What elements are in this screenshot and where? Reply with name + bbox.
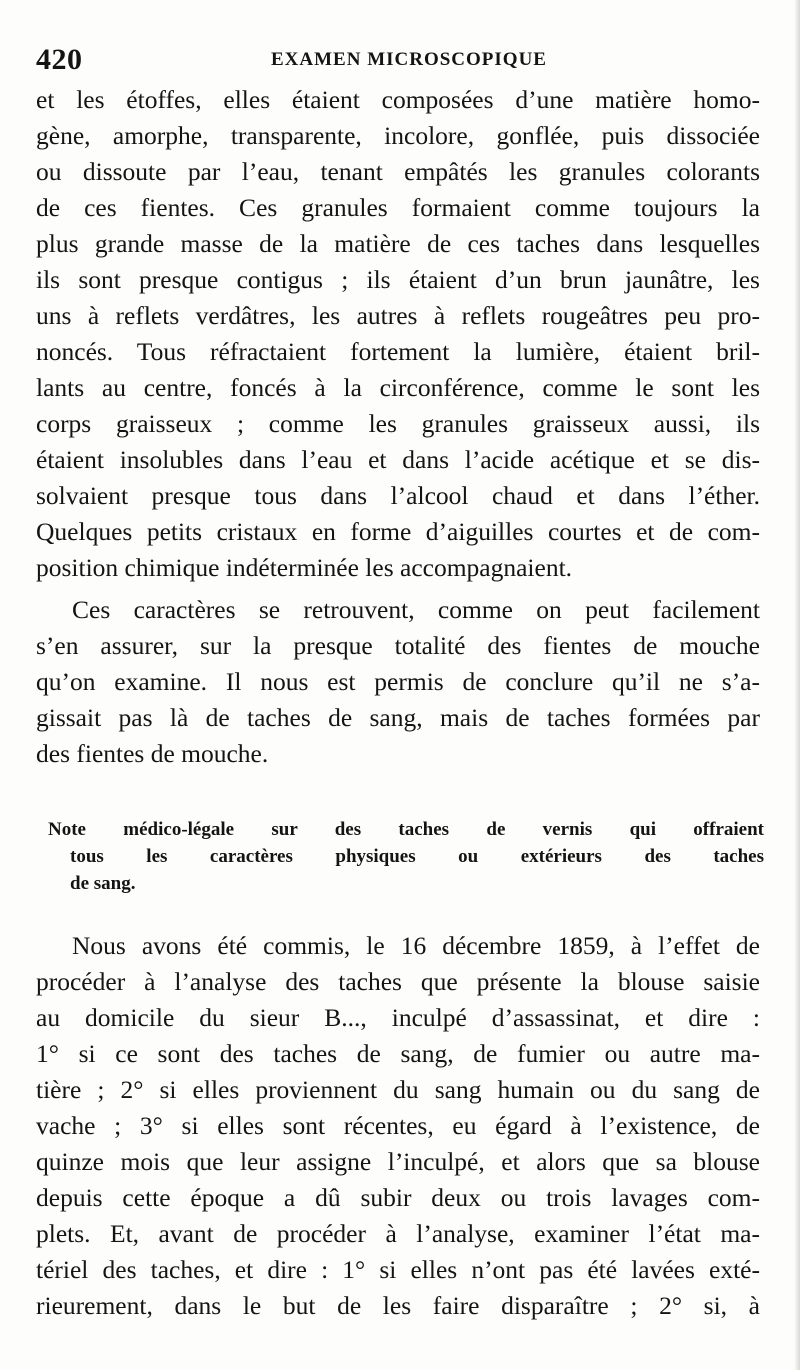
text-line: uns à reflets verdâtres, les autres à reflets rougeâtres peu pro- [36, 301, 760, 330]
text-line: qu’on examine. Il nous est permis de conclure qu’il ne s’a- [36, 667, 760, 696]
heading-line: Note médico-légale sur des taches de vernis qui offraient [48, 819, 764, 840]
text-line: plus grande masse de la matière de ces taches dans lesquelles [36, 229, 760, 258]
text-line: au domicile du sieur B..., inculpé d’assassinat, et dire : [36, 1003, 760, 1032]
page-header [36, 40, 766, 80]
text-line: tériel des taches, et dire : 1° si elles n’ont pas été lavées exté- [36, 1255, 760, 1284]
text-line: gissait pas là de taches de sang, mais de taches formées par [36, 703, 760, 732]
text-line: Nous avons été commis, le 16 décembre 1859, à l’effet de [72, 931, 760, 960]
paragraph-continuation [36, 82, 760, 586]
text-line: quinze mois que leur assigne l’inculpé, et alors que sa blouse [36, 1147, 760, 1176]
paragraph-note [36, 928, 760, 1324]
page-edge-shadow [794, 0, 800, 1370]
text-line: de ces fientes. Ces granules formaient comme toujours la [36, 193, 760, 222]
text-line: tière ; 2° si elles proviennent du sang humain ou du sang de [36, 1075, 760, 1104]
text-line: rieurement, dans le but de les faire disparaître ; 2° si, à [36, 1291, 760, 1320]
text-line: étaient insolubles dans l’eau et dans l’acide acétique et se dis- [36, 445, 760, 474]
heading-line: tous les caractères physiques ou extérieurs des taches [70, 846, 764, 867]
page-number: 420 [36, 43, 83, 76]
text-line: ou dissoute par l’eau, tenant empâtés les granules colorants [36, 157, 760, 186]
text-line: et les étoffes, elles étaient composées d’une matière homo- [36, 85, 760, 114]
text-line: s’en assurer, sur la presque totalité des fientes de mouche [36, 631, 760, 660]
text-line: Ces caractères se retrouvent, comme on peut facilement [72, 595, 760, 624]
text-line: ils sont presque contigus ; ils étaient d’un brun jaunâtre, les [36, 265, 760, 294]
text-line: noncés. Tous réfractaient fortement la lumière, étaient bril- [36, 337, 760, 366]
text-line: des fientes de mouche. [36, 739, 269, 768]
text-line: plets. Et, avant de procéder à l’analyse, examiner l’état ma- [36, 1219, 760, 1248]
text-line: solvaient presque tous dans l’alcool chaud et dans l’éther. [36, 481, 760, 510]
running-head: EXAMEN MICROSCOPIQUE [271, 49, 547, 70]
text-line: corps graisseux ; comme les granules graisseux aussi, ils [36, 409, 760, 438]
text-line: gène, amorphe, transparente, incolore, gonflée, puis dissociée [36, 121, 760, 150]
text-line: lants au centre, foncés à la circonférence, comme le sont les [36, 373, 760, 402]
heading-line: de sang. [70, 873, 136, 894]
section-heading [48, 816, 764, 897]
text-line: depuis cette époque a dû subir deux ou trois lavages com- [36, 1183, 760, 1212]
paragraph-conclusion [36, 592, 760, 772]
text-line: position chimique indéterminée les accompagnaient. [36, 553, 573, 582]
text-line: 1° si ce sont des taches de sang, de fumier ou autre ma- [36, 1039, 760, 1068]
text-line: procéder à l’analyse des taches que présente la blouse saisie [36, 967, 760, 996]
text-line: Quelques petits cristaux en forme d’aiguilles courtes et de com- [36, 517, 760, 546]
text-line: vache ; 3° si elles sont récentes, eu égard à l’existence, de [36, 1111, 760, 1140]
